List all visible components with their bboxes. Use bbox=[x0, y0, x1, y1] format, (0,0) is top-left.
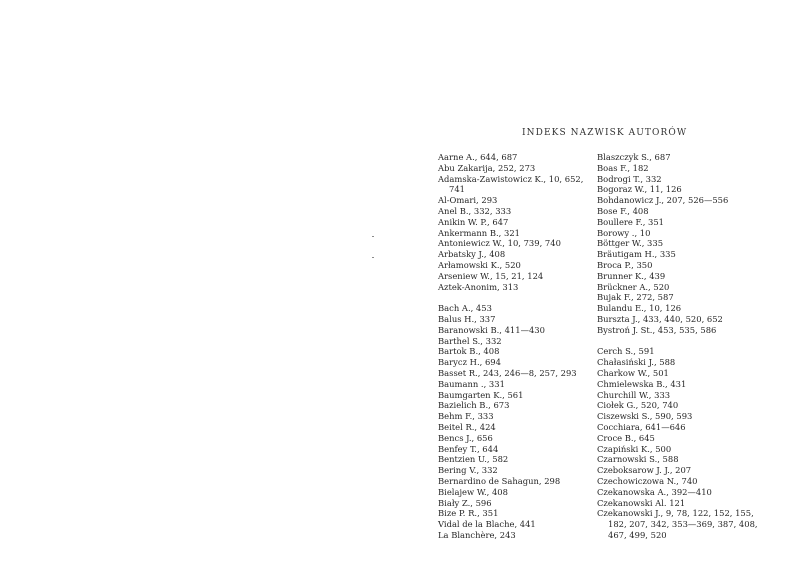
index-entry: Arłamowski K., 520 bbox=[438, 259, 521, 270]
index-entry-continuation: 182, 207, 342, 353—369, 387, 408, bbox=[608, 519, 758, 530]
index-entry: Arseniew W., 15, 21, 124 bbox=[438, 270, 544, 281]
index-entry: Ankermann B., 321 bbox=[438, 227, 520, 238]
index-entry: Baranowski B., 411—430 bbox=[438, 324, 545, 335]
index-entry: Anikin W. P., 647 bbox=[438, 216, 509, 227]
index-entry: Barycz H., 694 bbox=[438, 357, 501, 368]
index-entry: Czapiński K., 500 bbox=[597, 443, 672, 454]
index-entry: Bujak F., 272, 587 bbox=[597, 292, 674, 303]
index-entry: Bentzien U., 582 bbox=[438, 454, 509, 465]
index-entry: Bogoraz W., 11, 126 bbox=[597, 184, 682, 195]
index-entry: Beitel R., 424 bbox=[438, 421, 496, 432]
index-entry: Bencs J., 656 bbox=[438, 432, 493, 443]
index-entry: Borowy ., 10 bbox=[597, 227, 651, 238]
index-entry: Ciszewski S., 590, 593 bbox=[597, 411, 693, 422]
index-entry: Ciołek G., 520, 740 bbox=[597, 400, 679, 411]
index-entry-continuation: 741 bbox=[449, 184, 465, 195]
section-gap bbox=[597, 336, 797, 347]
index-entry-continuation: 467, 499, 520 bbox=[608, 529, 667, 540]
index-entry: Czekanowski Al. 121 bbox=[597, 497, 686, 508]
index-entry: Baumgarten K., 561 bbox=[438, 389, 524, 400]
index-entry: Vidal de la Blache, 441 bbox=[438, 519, 536, 530]
index-entry: Croce B., 645 bbox=[597, 432, 655, 443]
scan-speck bbox=[372, 236, 374, 237]
index-entry: Behm F., 333 bbox=[438, 411, 494, 422]
index-entry: Benfey T., 644 bbox=[438, 443, 499, 454]
index-entry: Baumann ., 331 bbox=[438, 378, 505, 389]
index-entry: Antoniewicz W., 10, 739, 740 bbox=[438, 238, 561, 249]
index-entry: Bernardino de Sahagun, 298 bbox=[438, 475, 561, 486]
index-entry: Churchill W., 333 bbox=[597, 389, 671, 400]
index-entry: Czeboksarow J. J., 207 bbox=[597, 465, 692, 476]
index-entry: Basset R., 243, 246—8, 257, 293 bbox=[438, 367, 577, 378]
index-entry: Czekanowski J., 9, 78, 122, 152, 155, bbox=[597, 508, 754, 519]
index-entry: Arbatsky J., 408 bbox=[438, 249, 506, 260]
index-entry: Bielajew W., 408 bbox=[438, 486, 508, 497]
index-entry: Cocchiara, 641—646 bbox=[597, 421, 686, 432]
index-entry: Bize P. R., 351 bbox=[438, 508, 499, 519]
index-entry: Czarnowski S., 588 bbox=[597, 454, 679, 465]
index-entry: Charkow W., 501 bbox=[597, 367, 669, 378]
index-entry: Aarne A., 644, 687 bbox=[438, 152, 518, 162]
index-entry: Barthel S., 332 bbox=[438, 335, 502, 346]
index-entry: Blaszczyk S., 687 bbox=[597, 152, 671, 162]
index-entry: Bazielich B., 673 bbox=[438, 400, 510, 411]
index-entry: Bach A., 453 bbox=[438, 303, 492, 314]
index-entry: Broca P., 350 bbox=[597, 259, 653, 270]
index-entry: Chałasiński J., 588 bbox=[597, 357, 676, 368]
index-entry: Boas F., 182 bbox=[597, 162, 649, 173]
index-heading: INDEKS NAZWISK AUTORÓW bbox=[522, 128, 688, 138]
index-column-right bbox=[597, 152, 797, 541]
index-entry: Brunner K., 439 bbox=[597, 270, 666, 281]
index-entry: Bering V., 332 bbox=[438, 465, 498, 476]
index-entry: Abu Zakarija, 252, 273 bbox=[438, 162, 536, 173]
index-entry: Adamska-Zawistowicz K., 10, 652, bbox=[438, 173, 584, 184]
index-entry: Bohdanowicz J., 207, 526—556 bbox=[597, 195, 729, 206]
index-entry: Anel B., 332, 333 bbox=[438, 205, 512, 216]
index-column-left bbox=[438, 152, 613, 541]
index-entry: Czekanowska A., 392—410 bbox=[597, 486, 712, 497]
index-entry: Bulandu E., 10, 126 bbox=[597, 303, 682, 314]
index-entry: Cerch S., 591 bbox=[597, 346, 655, 357]
index-entry: Brückner A., 520 bbox=[597, 281, 670, 292]
index-entry: Böttger W., 335 bbox=[597, 238, 664, 249]
index-entry: Chmielewska B., 431 bbox=[597, 378, 687, 389]
index-entry: Aztek-Anonim, 313 bbox=[438, 281, 519, 292]
section-gap bbox=[438, 292, 613, 303]
index-entry: Al-Omari, 293 bbox=[438, 195, 498, 206]
index-entry: Bodrogi T., 332 bbox=[597, 173, 662, 184]
index-entry: Balus H., 337 bbox=[438, 313, 496, 324]
index-entry: Bystroń J. St., 453, 535, 586 bbox=[597, 324, 717, 335]
index-entry: Boullere F., 351 bbox=[597, 216, 665, 227]
index-entry: Bartok B., 408 bbox=[438, 346, 500, 357]
index-entry: Burszta J., 433, 440, 520, 652 bbox=[597, 313, 723, 324]
index-entry: Czechowiczowa N., 740 bbox=[597, 475, 698, 486]
index-entry: Bräutigam H., 335 bbox=[597, 249, 676, 260]
scan-speck bbox=[372, 257, 374, 258]
index-entry: La Blanchère, 243 bbox=[438, 529, 516, 540]
index-entry: Biały Z., 596 bbox=[438, 497, 492, 508]
index-entry: Bose F., 408 bbox=[597, 205, 649, 216]
